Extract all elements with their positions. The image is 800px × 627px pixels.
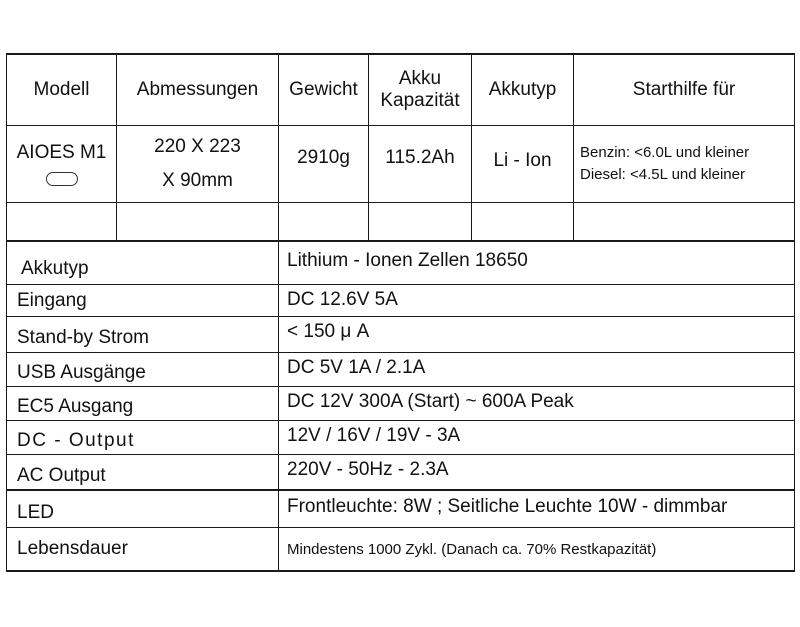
- spec-value: Lithium - Ionen Zellen 18650: [287, 250, 528, 271]
- spec-value: < 150 μ A: [287, 321, 370, 342]
- spec-label: Lebensdauer: [17, 538, 128, 559]
- jump-start-petrol: Benzin: <6.0L und kleiner: [580, 144, 750, 161]
- header-battery-type: Akkutyp: [488, 79, 557, 100]
- spec-label: DC - Output: [17, 429, 135, 451]
- spec-label: USB Ausgänge: [17, 361, 146, 383]
- header-model: Modell: [33, 79, 90, 100]
- spec-label: LED: [17, 502, 54, 523]
- dimensions-cell: [117, 126, 278, 202]
- spec-label: Stand-by Strom: [17, 326, 149, 348]
- header-capacity: [369, 55, 471, 125]
- header-capacity-line1: Akku: [398, 68, 442, 89]
- spec-label: EC5 Ausgang: [17, 395, 134, 417]
- rule: [6, 570, 795, 572]
- rule: [6, 202, 795, 203]
- spec-value: DC 5V 1A / 2.1A: [287, 357, 426, 378]
- weight-value: 2910g: [297, 147, 350, 168]
- header-weight: Gewicht: [289, 79, 358, 100]
- spec-label: Akkutyp: [21, 258, 89, 279]
- spec-label: AC Output: [17, 465, 106, 486]
- spec-value: 12V / 16V / 19V - 3A: [287, 425, 461, 446]
- dimensions-line1: 220 X 223: [154, 136, 241, 157]
- model-cell: [7, 126, 116, 202]
- spec-label: Eingang: [17, 289, 87, 311]
- spec-value: DC 12V 300A (Start) ~ 600A Peak: [287, 391, 574, 412]
- header-dimensions: Abmessungen: [136, 79, 259, 100]
- jump-start-cell: [574, 126, 800, 202]
- header-capacity-line2: Kapazität: [380, 90, 460, 111]
- spec-value: Mindestens 1000 Zykl. (Danach ca. 70% Restkapazität): [287, 540, 657, 558]
- dimensions-line2: X 90mm: [162, 170, 233, 191]
- spec-value: 220V - 50Hz - 2.3A: [287, 459, 449, 480]
- product-pill-icon: [46, 172, 78, 186]
- header-jump-start: Starthilfe für: [632, 79, 736, 100]
- spec-value: Frontleuchte: 8W ; Seitliche Leuchte 10W - dimmbar: [287, 496, 728, 517]
- spec-value: DC 12.6V 5A: [287, 288, 398, 310]
- model-name: AIOES M1: [16, 142, 107, 163]
- jump-start-diesel: Diesel: <4.5L und kleiner: [580, 166, 745, 183]
- capacity-value: 115.2Ah: [385, 147, 455, 168]
- battery-type-value: Li - Ion: [493, 150, 552, 171]
